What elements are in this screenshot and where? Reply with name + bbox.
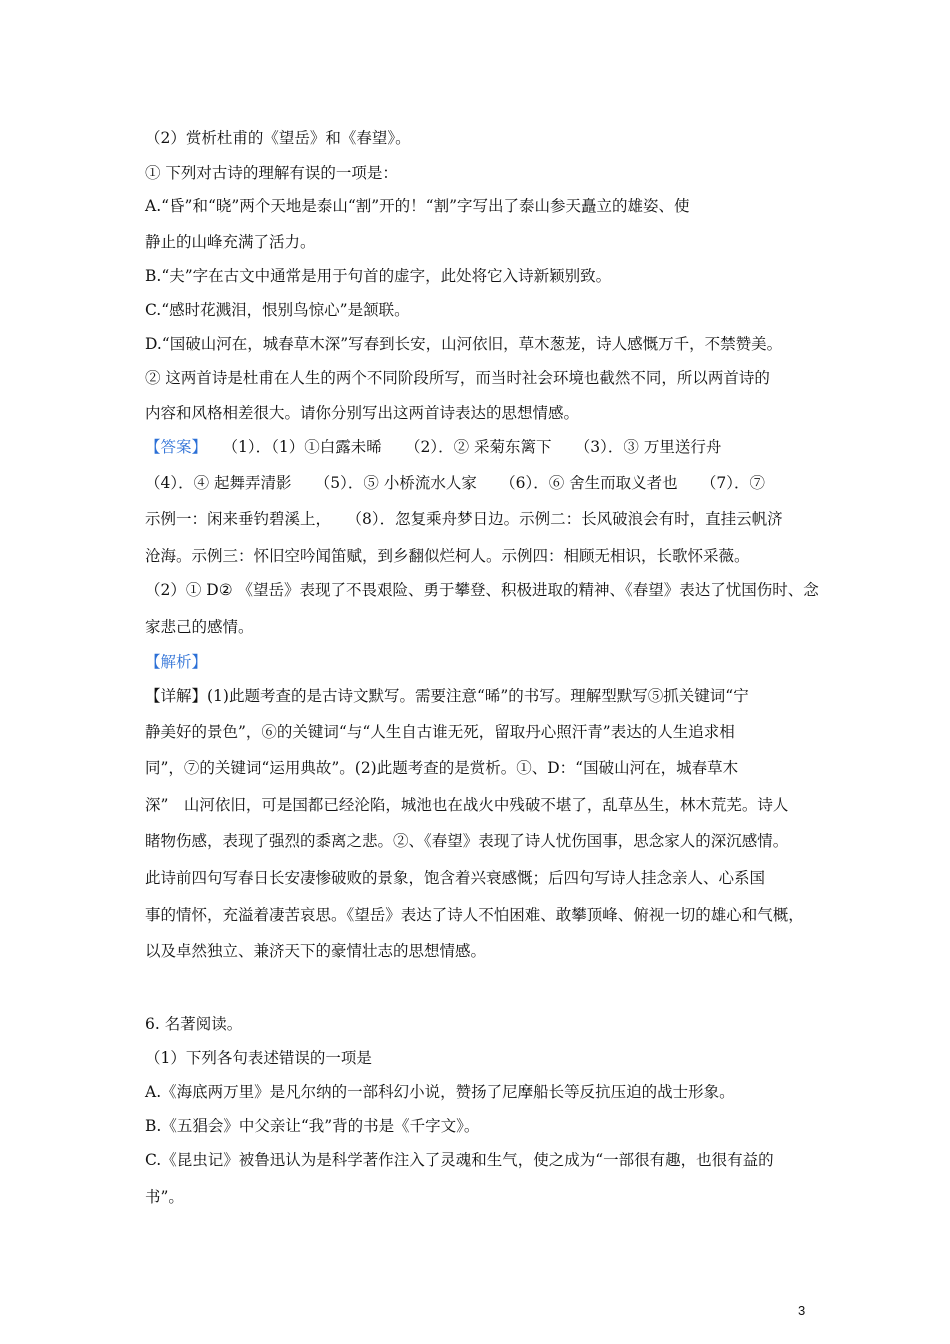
option-c: C.“感时花溅泪，恨别鸟惊心”是颔联。 xyxy=(145,301,410,319)
option-d: D.“国破山河在，城春草木深”写春到长安，山河依旧，草木葱茏，诗人感慨万千，不禁赞美。 xyxy=(145,335,783,353)
analysis-label: 【解析】 xyxy=(145,653,208,671)
option-b: B.“夫”字在古文中通常是用于句首的虚字，此处将它入诗新颖别致。 xyxy=(145,267,612,285)
question-6-title: 6. 名著阅读。 xyxy=(145,1015,243,1033)
analysis-line-2: 静美好的景色”，⑥的关键词“与“人生自古谁无死，留取丹心照汗青”表达的人生追求相 xyxy=(145,723,735,741)
question-part-2: （2）赏析杜甫的《望岳》和《春望》。 xyxy=(145,129,411,147)
answer-line-5: （2）① D② 《望岳》表现了不畏艰险、勇于攀登、积极进取的精神、《春望》表达了忧国伤时、念 xyxy=(145,581,819,599)
sub-question-2-line-2: 内容和风格相差很大。请你分别写出这两首诗表达的思想情感。 xyxy=(145,404,580,422)
q6-option-b: B.《五猖会》中父亲让“我”背的书是《千字文》。 xyxy=(145,1117,480,1135)
sub-question-1: ① 下列对古诗的理解有误的一项是： xyxy=(145,164,398,182)
question-6-part-1: （1）下列各句表述错误的一项是 xyxy=(145,1049,372,1067)
option-a-line-1: A.“昏”和“晓”两个天地是泰山“割”开的！“割”字写出了泰山参天矗立的雄姿、使 xyxy=(145,197,690,215)
q6-option-a: A.《海底两万里》是凡尔纳的一部科幻小说，赞扬了尼摩船长等反抗压迫的战士形象。 xyxy=(145,1083,735,1101)
analysis-line-7: 事的情怀，充溢着凄苦哀思。《望岳》表达了诗人不怕困难、敢攀顶峰、俯视一切的雄心和气概， xyxy=(145,906,804,924)
answer-line-6: 家悲己的感情。 xyxy=(145,618,254,636)
analysis-label-line xyxy=(145,652,207,672)
analysis-line-3: 同”，⑦的关键词“运用典故”。(2)此题考查的是赏析。①、D：“国破山河在，城春草木 xyxy=(145,759,739,777)
answer-line-1 xyxy=(145,437,721,457)
page-number: 3 xyxy=(798,1303,806,1318)
q6-option-c-line-2: 书”。 xyxy=(145,1188,184,1206)
analysis-line-5: 睹物伤感，表现了强烈的黍离之悲。②、《春望》表现了诗人忧伤国事，思念家人的深沉感情。 xyxy=(145,832,789,850)
analysis-line-4: 深” 山河依旧，可是国都已经沦陷，城池也在战火中残破不堪了，乱草丛生，林木荒芜。诗人 xyxy=(145,796,789,814)
analysis-line-8: 以及卓然独立、兼济天下的豪情壮志的思想情感。 xyxy=(145,942,487,960)
option-a-line-2: 静止的山峰充满了活力。 xyxy=(145,233,316,251)
q6-option-c-line-1: C.《昆虫记》被鲁迅认为是科学著作注入了灵魂和生气，使之成为“一部很有趣，也很有益的 xyxy=(145,1151,774,1169)
analysis-line-6: 此诗前四句写春日长安凄惨破败的景象，饱含着兴衰感慨；后四句写诗人挂念亲人、心系国 xyxy=(145,869,766,887)
analysis-line-1: 【详解】(1)此题考查的是古诗文默写。需要注意“晞”的书写。理解型默写⑤抓关键词“宁 xyxy=(145,687,749,705)
answer-text: （1）．（1）①白露未晞 （2）．② 采菊东篱下 （3）．③ 万里送行舟 xyxy=(199,438,722,456)
answer-line-3: 示例一：闲来垂钓碧溪上， （8）．忽复乘舟梦日边。示例二：长风破浪会有时，直挂云帆济 xyxy=(145,510,783,528)
answer-line-2: （4）．④ 起舞弄清影 （5）．⑤ 小桥流水人家 （6）．⑥ 舍生而取义者也 （7）．⑦ xyxy=(145,474,765,492)
answer-label: 【答案】 xyxy=(145,438,200,456)
answer-line-4: 沧海。示例三：怀旧空吟闻笛赋，到乡翻似烂柯人。示例四：相顾无相识，长歌怀采薇。 xyxy=(145,547,750,565)
sub-question-2-line-1: ② 这两首诗是杜甫在人生的两个不同阶段所写，而当时社会环境也截然不同，所以两首诗的 xyxy=(145,369,770,387)
